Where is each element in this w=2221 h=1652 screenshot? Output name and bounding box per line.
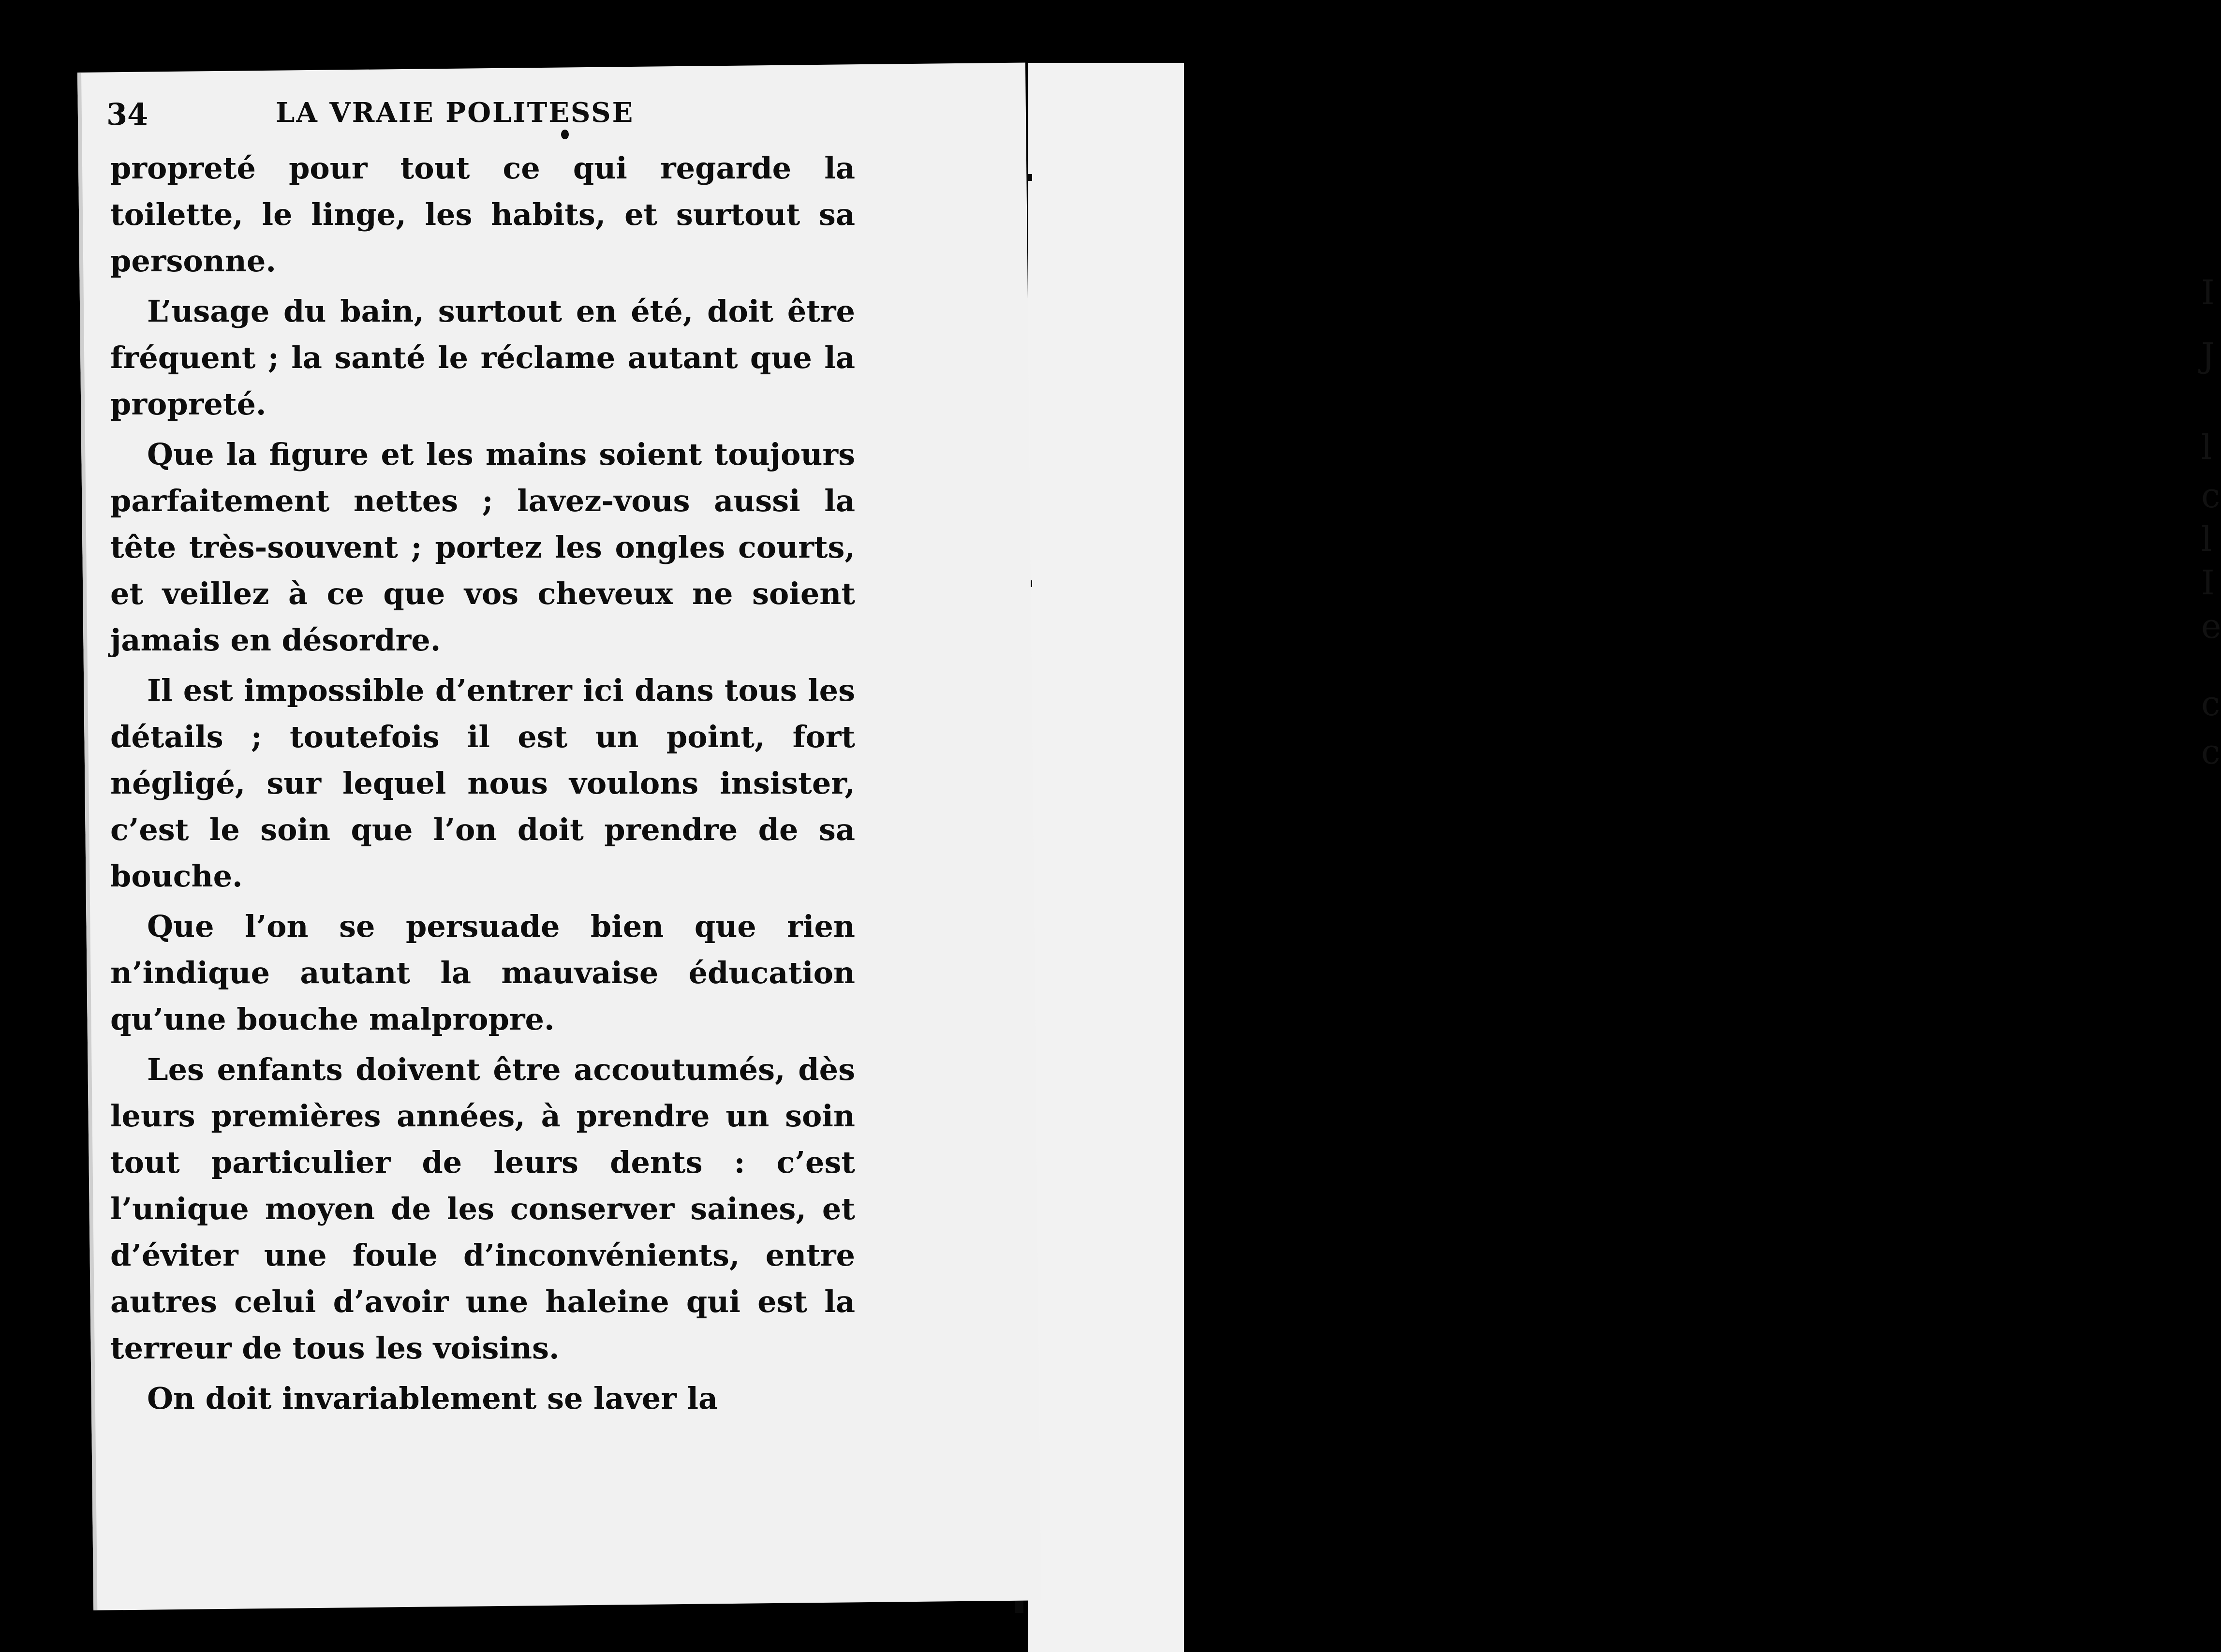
body-text bbox=[110, 145, 855, 1422]
facing-page-letter-fragment: l bbox=[2201, 519, 2212, 559]
facing-page-letter-fragment: I bbox=[2201, 563, 2215, 603]
facing-page-letter-fragment: c bbox=[2201, 732, 2221, 772]
paragraph: Il est impossible d’entrer ici dans tous les détails ; toutefois il est un point, fort négligé, sur lequel nous voulons insister, c’est le soin que l’on doit prendre de sa bouche. bbox=[110, 673, 855, 894]
facing-page-letter-fragment: l bbox=[2201, 428, 2212, 467]
running-title: LA VRAIE POLITESSE bbox=[276, 97, 635, 129]
paragraph: Les enfants doivent être accoutumés, dès leurs premières années, à prendre un soin tout particulier de leurs dents : c’est l’unique moyen de les conserver saines, et d’éviter une foule d’inconvénients, entre autres celui d’avoir une haleine qui est la terreur de tous les voisins. bbox=[110, 1052, 855, 1366]
ornament-dot bbox=[561, 130, 569, 139]
paragraph: On doit invariablement se laver la bbox=[147, 1381, 718, 1416]
paragraph: L’usage du bain, surtout en été, doit être fréquent ; la santé le réclame autant que la propreté. bbox=[110, 294, 855, 422]
facing-page bbox=[1028, 63, 2221, 1652]
facing-page-letter-fragment: c bbox=[2201, 476, 2221, 516]
paragraph: Que l’on se persuade bien que rien n’indique autant la mauvaise éducation qu’une bouche malpropre. bbox=[110, 909, 855, 1037]
facing-page-letter-fragment: I bbox=[2201, 273, 2215, 312]
page-number: 34 bbox=[106, 97, 148, 132]
facing-page-letter-fragment: J bbox=[2201, 336, 2215, 375]
paragraph: propreté pour tout ce qui regarde la toilette, le linge, les habits, et surtout sa personne. bbox=[110, 150, 855, 279]
facing-page-letter-fragment: e bbox=[2201, 606, 2221, 646]
facing-page-letter-fragment: c bbox=[2201, 684, 2221, 723]
paragraph: Que la figure et les mains soient toujours parfaitement nettes ; lavez-vous aussi la tête très-souvent ; portez les ongles courts, et veillez à ce que vos cheveux ne soient jamais en désordre. bbox=[110, 437, 855, 658]
